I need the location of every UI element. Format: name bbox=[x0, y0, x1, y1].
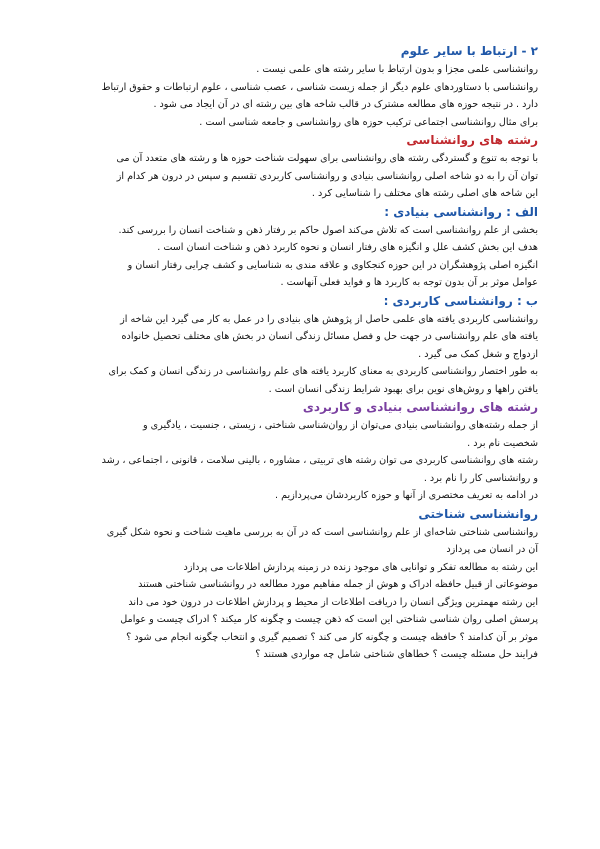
paragraph-line: این شاخه های اصلی رشته های مختلف را شناسایی کرد . bbox=[311, 188, 538, 199]
paragraph-line: برای مثال روانشناسی اجتماعی ترکیب حوزه های روانشناسی و جامعه شناسی است . bbox=[199, 116, 538, 128]
paragraph-line: دارد . در نتیجه حوزه های مطالعه مشترک در قالب شاخه های بین رشته ای در آن ایجاد می شود . bbox=[153, 99, 538, 110]
heading-cognitive-psychology: روانشناسی شناختی bbox=[418, 506, 538, 521]
paragraph-line: روانشناسی با دستاوردهای علوم دیگر از جمله زیست شناسی ، عصب شناسی ، علوم ارتباطات و حقوق ارتباط bbox=[101, 81, 538, 93]
paragraph-line: هدف این بخش کشف علل و انگیزه های رفتار انسان و نحوه کاربرد ذهن و شناخت انسان است . bbox=[157, 242, 538, 253]
heading-psychology-fields: رشته های روانشناسی bbox=[406, 133, 538, 147]
paragraph-line: روانشناسی علمی مجزا و بدون ارتباط با سایر رشته های علمی نیست . bbox=[256, 64, 538, 75]
paragraph-line: ازدواج و شغل کمک می گیرد . bbox=[418, 348, 538, 360]
paragraph-line: با توجه به تنوع و گستردگی رشته های روانشناسی برای سهولت شناخت حوزه ها و رشته های متعدد آن می bbox=[116, 153, 538, 164]
paragraph-line: عوامل موثر بر آن بدون توجه به کاربرد ها و فواید فعلی آنهاست . bbox=[280, 277, 538, 288]
paragraph-line: انگیزه اصلی پژوهشگران در این حوزه کنجکاوی و علاقه مندی به شناسایی و کشف چرایی رفتار انسان و bbox=[127, 259, 538, 271]
paragraph-line: فرایند حل مسئله چیست ؟ خطاهای شناختی شامل چه مواردی هستند ؟ bbox=[255, 649, 538, 660]
paragraph-line: روانشناسی شناختی شاخه‌ای از علم روانشناسی است که در آن به بررسی ماهیت شناخت و نحوه شکل گیری bbox=[106, 526, 538, 538]
heading-applied-psychology: ب : روانشناسی کاربردی : bbox=[383, 293, 538, 308]
paragraph-line: شخصیت نام برد . bbox=[467, 437, 538, 449]
paragraph-line: به طور اختصار روانشناسی کاربردی به معنای کاربرد یافته های علم روانشناسی در زندگی انسان و کمک برای bbox=[108, 366, 538, 377]
paragraph-line: پرسش اصلی روان شناسی شناختی این است که ذهن چیست و چگونه کار میکند ؟ ادراک چیست و عوامل bbox=[120, 614, 538, 625]
paragraph-line: روانشناسی کاربردی یافته های علمی حاصل از پژوهش های بنیادی را در عمل به کار می گیرد این شاخه از bbox=[120, 313, 538, 325]
paragraph-line: آن در انسان می پردازد bbox=[446, 544, 538, 555]
heading-basic-and-applied-fields: رشته های روانشناسی بنیادی و کاربردی bbox=[302, 400, 538, 414]
paragraph-line: و روانشناسی کار را نام برد . bbox=[423, 472, 538, 484]
paragraph-line: موضوعاتی از قبیل حافظه ادراک و هوش از جمله مفاهیم مورد مطالعه در روانشناسی شناختی هستند bbox=[138, 579, 538, 590]
paragraph-line: از جمله رشته‌های روانشناسی بنیادی می‌توان از روان‌شناسی شناختی ، زیستی ، جنسیت ، یادگیری و bbox=[142, 420, 538, 431]
paragraph-line: توان آن را به دو شاخه اصلی روانشناسی بنیادی و روانشناسی کاربردی تقسیم و سپس در درون هر کدام از bbox=[116, 170, 538, 182]
paragraph-line: در ادامه به تعریف مختصری از آنها و حوزه کاربردشان می‌پردازیم . bbox=[275, 490, 538, 501]
paragraph-line: موثر بر آن کدامند ؟ حافظه چیست و چگونه کار می کند ؟ تصمیم گیری و انتخاب چگونه انجام می شود ؟ bbox=[126, 631, 538, 643]
heading-basic-psychology: الف : روانشناسی بنیادی : bbox=[384, 204, 538, 219]
paragraph-line: بخشی از علم روانشناسی است که تلاش می‌کند اصول حاکم بر رفتار ذهن و شناخت انسان را بررسی کند. bbox=[118, 224, 538, 236]
paragraph-line: یافتن راهها و روش‌های نوین برای بهبود شرایط زندگی انسان است . bbox=[268, 383, 538, 395]
paragraph-line: رشته های روانشناسی کاربردی می توان رشته های تربیتی ، مشاوره ، بالینی سلامت ، قانونی ، اجتماعی ، رشد bbox=[101, 455, 538, 466]
heading-relation-other-sciences: ۲ - ارتباط با سایر علوم bbox=[400, 44, 538, 58]
paragraph-line: یافته های علم روانشناسی در جهت حل و فصل مسائل زندگی انسان در بخش های مختلف تحصیل خانواده bbox=[121, 331, 538, 342]
paragraph-line: این رشته به مطالعه تفکر و توانایی های موجود زنده در زمینه پردازش اطلاعات می پردازد bbox=[183, 561, 538, 573]
paragraph-line: این رشته مهمترین ویژگی انسان را دریافت اطلاعات از محیط و پردازش اطلاعات در درون خود می داند bbox=[128, 596, 538, 608]
